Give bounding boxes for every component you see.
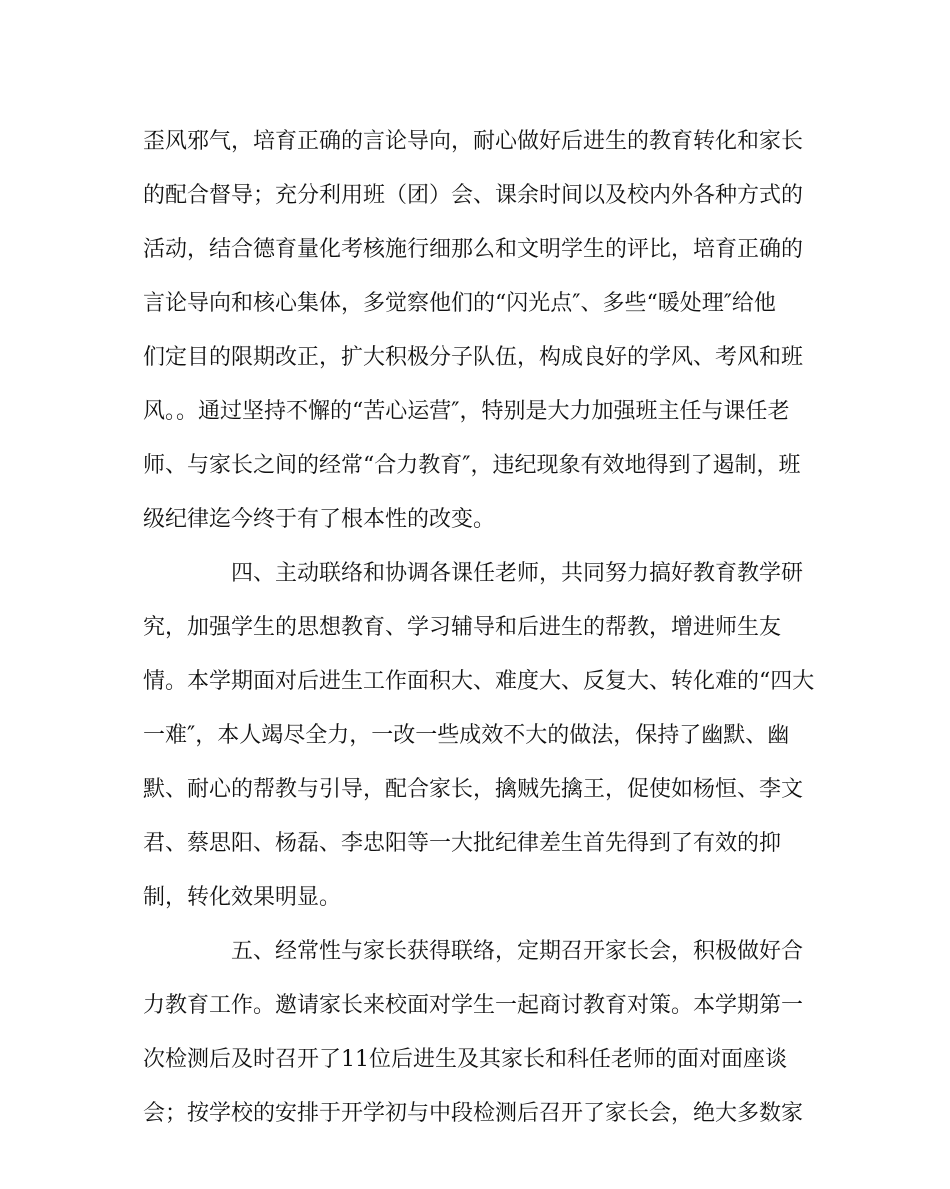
text-line: 活动，结合德育量化考核施行细那么和文明学生的评比，培育正确的	[143, 237, 804, 262]
text-line: 言论导向和核心集体，多觉察他们的“闪光点″、多些“暖处理″给他	[143, 291, 776, 316]
paragraph-four-first-line: 四、主动联络和协调各课任老师，共同努力搞好教育教学研	[231, 561, 804, 586]
text-line: 君、蔡思阳、杨磊、李忠阳等一大批纪律差生首先得到了有效的抑	[143, 831, 782, 856]
text-line: 情。本学期面对后进生工作面积大、难度大、反复大、转化难的“四大	[143, 669, 815, 694]
text-line: 究，加强学生的思想教育、学习辅导和后进生的帮教，增进师生友	[143, 615, 782, 640]
paragraph-five-first-line: 五、经常性与家长获得联络，定期召开家长会，积极做好合	[231, 939, 804, 964]
text-line: 会；按学校的安排于开学初与中段检测后召开了家长会，绝大多数家	[143, 1101, 804, 1126]
text-line: 次检测后及时召开了11位后进生及其家长和科任老师的面对面座谈	[143, 1047, 787, 1072]
text-line: 的配合督导；充分利用班（团）会、课余时间以及校内外各种方式的	[143, 183, 804, 208]
text-line: 级纪律迄今终于有了根本性的改变。	[143, 507, 496, 532]
text-line: 默、耐心的帮教与引导，配合家长，擒贼先擒王，促使如杨恒、李文	[143, 777, 804, 802]
text-line: 歪风邪气，培育正确的言论导向，耐心做好后进生的教育转化和家长	[143, 129, 804, 154]
text-line: 制，转化效果明显。	[143, 885, 342, 910]
text-line: 力教育工作。邀请家长来校面对学生一起商讨教育对策。本学期第一	[143, 993, 804, 1018]
text-line: 师、与家长之间的经常“合力教育″，违纪现象有效地得到了遏制，班	[143, 453, 801, 478]
text-line: 们定目的限期改正，扩大积极分子队伍，构成良好的学风、考风和班	[143, 345, 804, 370]
text-line: 风。。通过坚持不懈的“苦心运营″，特别是大力加强班主任与课任老	[143, 399, 790, 424]
text-line: 一难″，本人竭尽全力，一改一些成效不大的做法，保持了幽默、幽	[143, 723, 790, 748]
